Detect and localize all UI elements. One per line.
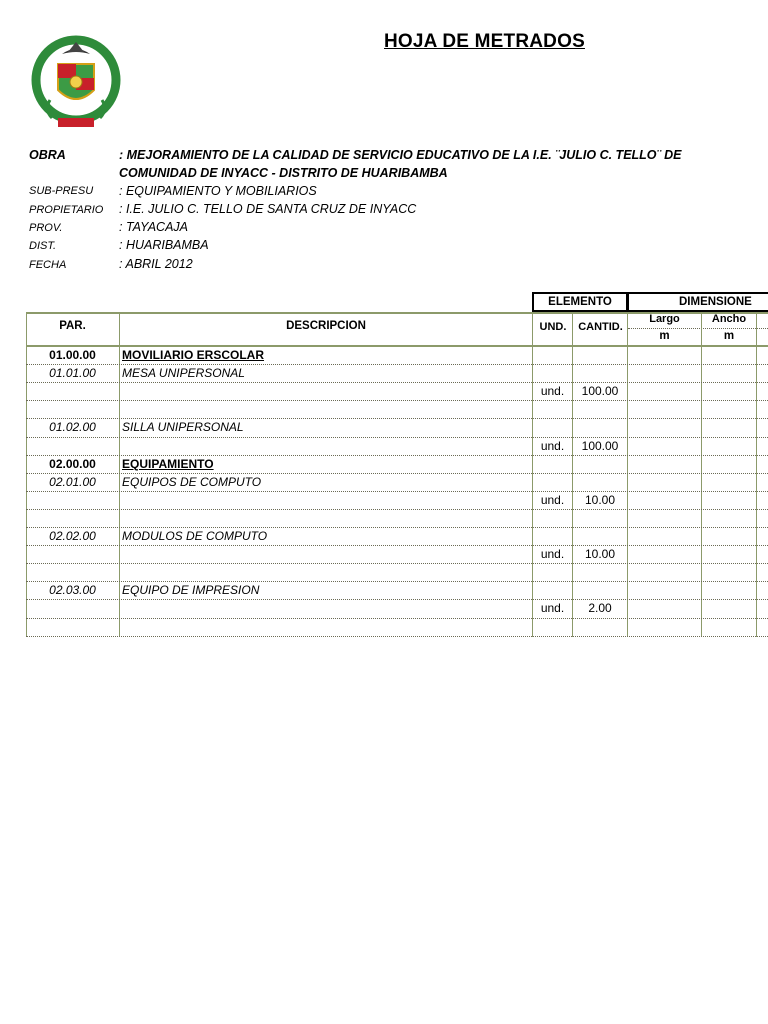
row-divider [26,618,768,619]
row-par: 01.00.00 [49,348,96,362]
row-cantid: 100.00 [581,439,619,453]
obra-value-line1: : MEJORAMIENTO DE LA CALIDAD DE SERVICIO EDUCATIVO DE LA I.E. ¨JULIO C. TELLO¨ DE [119,148,682,162]
row-divider [26,455,768,456]
row-cantid: 100.00 [581,384,619,398]
row-par: 02.02.00 [49,529,96,543]
row-und: und. [540,384,565,398]
group-header-dimensiones [627,292,768,312]
row-desc: EQUIPAMIENTO [122,457,214,471]
row-par: 01.02.00 [49,420,96,434]
col-header-cantid: CANTID. [578,321,623,333]
propietario-label: PROPIETARIO [29,204,104,216]
col-line-par [119,312,120,637]
page-title: HOJA DE METRADOS [384,31,585,52]
col-header-und: UND. [539,321,567,333]
row-desc: MOVILIARIO ERSCOLAR [122,348,265,362]
row-desc: EQUIPO DE IMPRESION [122,583,260,597]
prov-label: PROV. [29,222,63,234]
row-desc: EQUIPOS DE COMPUTO [122,475,262,489]
row-und: und. [540,601,565,615]
row-divider [26,364,768,365]
row-divider [26,491,768,492]
row-divider [26,509,768,510]
group-elemento-label: ELEMENTO [548,296,612,308]
row-divider [26,599,768,600]
row-divider [26,563,768,564]
row-cantid: 10.00 [584,547,616,561]
row-divider [26,636,768,637]
col-header-ancho: Ancho [711,313,747,325]
col-unit-ancho: m [723,330,735,342]
col-line-ancho [756,312,757,637]
row-desc: MESA UNIPERSONAL [122,366,245,380]
row-divider [26,400,768,401]
obra-label: OBRA [29,148,66,162]
dist-value: : HUARIBAMBA [119,238,209,252]
col-header-par: PAR. [59,320,86,332]
fecha-label: FECHA [29,259,67,271]
row-cantid: 10.00 [584,493,616,507]
row-divider [26,418,768,419]
row-divider [26,382,768,383]
header-bottom-border [26,345,768,347]
col-unit-largo: m [659,330,670,342]
row-divider [26,473,768,474]
municipal-emblem-logo [28,30,124,140]
row-desc: SILLA UNIPERSONAL [122,420,244,434]
row-par: 02.01.00 [49,475,96,489]
col-header-descripcion: DESCRIPCIÓN [286,320,366,332]
subpresu-label: SUB-PRESU [29,185,94,197]
col-line-cantid [627,312,628,637]
row-par: 02.03.00 [49,583,96,597]
col-line-und [572,312,573,637]
col-header-largo: Largo [649,313,680,325]
obra-value-line2: COMUNIDAD DE INYACC - DISTRITO DE HUARIBAMBA [119,166,448,180]
col-line-largo [701,312,702,637]
col-line-desc [532,312,533,637]
group-header-elemento [532,292,628,312]
row-und: und. [540,493,565,507]
row-divider [26,437,768,438]
row-par: 02.00.00 [49,457,96,471]
subpresu-value: : EQUIPAMIENTO Y MOBILIARIOS [119,184,317,198]
row-divider [26,581,768,582]
row-und: und. [540,547,565,561]
fecha-value: : ABRIL 2012 [119,257,193,271]
row-par: 01.01.00 [49,366,96,380]
row-cantid: 2.00 [588,601,612,615]
dims-header-divider [628,328,768,329]
dist-label: DIST. [29,240,57,252]
group-dimensiones-label: DIMENSIONE [679,296,752,308]
propietario-value: : I.E. JULIO C. TELLO DE SANTA CRUZ DE INYACC [119,202,417,216]
row-divider [26,527,768,528]
row-und: und. [540,439,565,453]
row-divider [26,545,768,546]
prov-value: : TAYACAJA [119,220,189,234]
row-desc: MODULOS DE COMPUTO [122,529,268,543]
